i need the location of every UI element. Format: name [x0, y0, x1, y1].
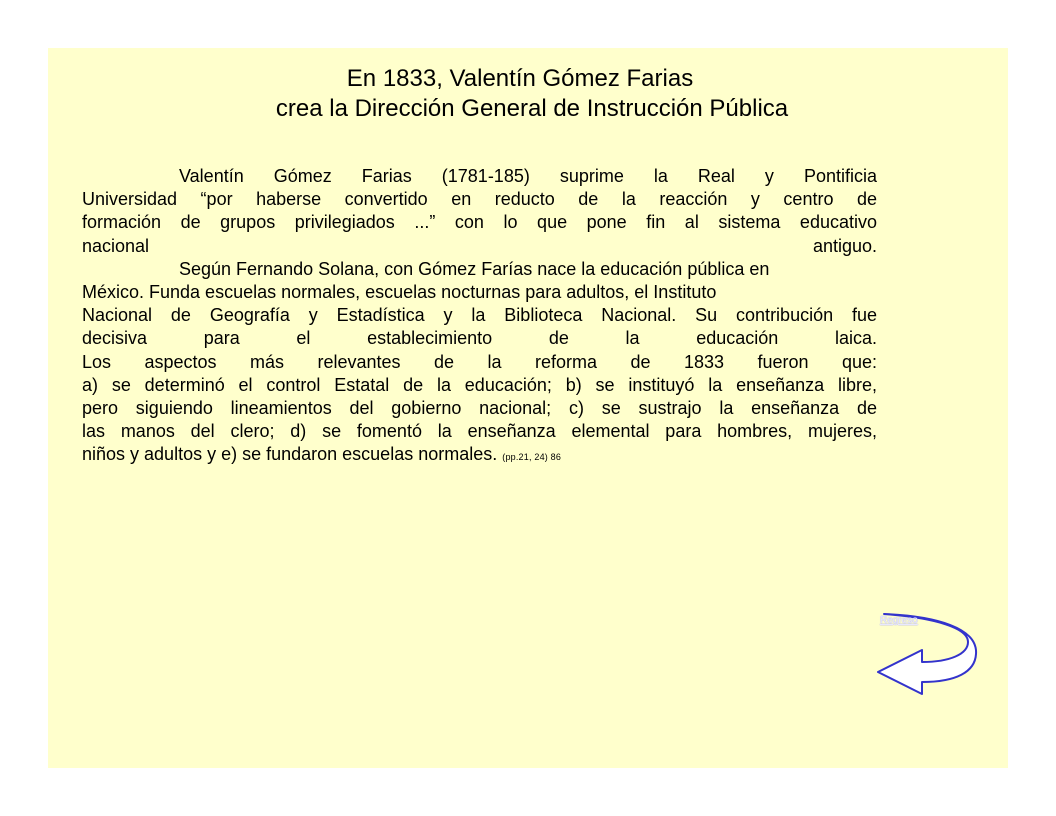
body-text	[82, 165, 877, 470]
body-line: las manos del clero; d) se fomentó la enseñanza elemental para hombres, mujeres,	[82, 421, 877, 442]
page-title	[0, 64, 1056, 124]
body-line: formación de grupos privilegiados ...” con lo que pone fin al sistema educativo	[82, 212, 877, 233]
body-line: Nacional de Geografía y Estadística y la Biblioteca Nacional. Su contribución fue	[82, 305, 877, 326]
body-line: Los aspectos más relevantes de la reforma de 1833 fueron que:	[82, 351, 877, 372]
body-line: nacional antiguo.	[82, 235, 877, 256]
body-line: Valentín Gómez Farias (1781-185) suprime la Real y Pontificia	[179, 166, 877, 186]
body-line: Universidad “por haberse convertido en reducto de la reacción y centro de	[82, 189, 877, 210]
reference-citation: (pp.21, 24) 86	[502, 452, 562, 463]
body-line: pero siguiendo lineamientos del gobierno nacional; c) se sustrajo la enseñanza de	[82, 398, 877, 419]
title-line-1: En 1833, Valentín Gómez Farias	[346, 65, 694, 92]
title-line-2: crea la Dirección General de Instrucción Pública	[275, 95, 789, 122]
body-line: a) se determinó el control Estatal de la educación; b) se instituyó la enseñanza libre,	[82, 374, 877, 395]
body-last-line	[82, 443, 877, 469]
body-line: Según Fernando Solana, con Gómez Farías nace la educación pública en	[179, 258, 770, 279]
body-line: niños y adultos y e) se fundaron escuelas normales.	[82, 444, 498, 465]
body-line: decisiva para el establecimiento de la educación laica.	[82, 328, 877, 349]
back-link[interactable]: Regreso	[880, 615, 918, 626]
body-line: México. Funda escuelas normales, escuelas nocturnas para adultos, el Instituto	[82, 282, 717, 303]
